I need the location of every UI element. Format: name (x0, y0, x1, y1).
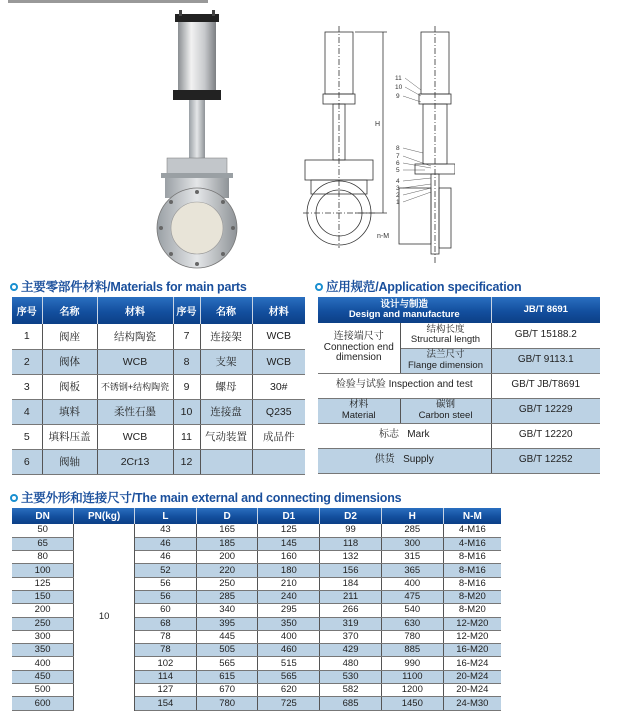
structural-length-label: 结构长度 Structural length (400, 323, 491, 348)
mark-standard: GB/T 12220 (491, 423, 600, 448)
cell-l: 46 (135, 537, 197, 550)
carbon-steel-label: 碳钢 Carbon steel (400, 398, 491, 423)
svg-text:n-M: n-M (377, 233, 390, 240)
cell-d1: 160 (258, 551, 320, 564)
design-standard: JB/T 8691 (491, 297, 600, 323)
svg-text:3: 3 (396, 185, 400, 192)
cell-d: 250 (196, 577, 258, 590)
materials-table (12, 297, 305, 475)
cell: 填料 (42, 399, 97, 424)
cell-l: 43 (135, 524, 197, 537)
inspection-label: 检验与试验 Inspection and test (318, 373, 491, 398)
cell-h: 400 (381, 577, 443, 590)
cell: 阀座 (42, 324, 97, 349)
cell-h: 300 (381, 537, 443, 550)
cell-h: 285 (381, 524, 443, 537)
cell-d: 340 (196, 604, 258, 617)
cell-nm: 8-M16 (443, 564, 501, 577)
bullet-circle-icon (10, 283, 18, 291)
table-row (12, 349, 305, 374)
cell-dn: 50 (12, 524, 74, 537)
application-spec-table (318, 297, 600, 474)
cell-d: 670 (196, 684, 258, 697)
cell-dn: 300 (12, 630, 74, 643)
cell-dn: 80 (12, 551, 74, 564)
cell: WCB (97, 424, 173, 449)
cell-d2: 480 (320, 657, 382, 670)
cell: 2Cr13 (97, 449, 173, 474)
cell: 填料压盖 (42, 424, 97, 449)
cell-nm: 16-M24 (443, 657, 501, 670)
cell-d1: 565 (258, 670, 320, 683)
material-standard: GB/T 12229 (491, 398, 600, 423)
cell-h: 315 (381, 551, 443, 564)
svg-text:1: 1 (396, 199, 400, 206)
cell-dn: 600 (12, 697, 74, 710)
table-row (12, 449, 305, 474)
cell-l: 102 (135, 657, 197, 670)
cell-d: 200 (196, 551, 258, 564)
table-row (12, 424, 305, 449)
table-header-row (12, 297, 305, 324)
cell-nm: 12-M20 (443, 630, 501, 643)
column-header-d: D (196, 508, 258, 524)
cell-d2: 582 (320, 684, 382, 697)
cell-l: 78 (135, 644, 197, 657)
cell-h: 630 (381, 617, 443, 630)
cell-dn: 65 (12, 537, 74, 550)
cell: WCB (97, 349, 173, 374)
cell-nm: 24-M30 (443, 697, 501, 710)
cell: 阀轴 (42, 449, 97, 474)
table-row (318, 448, 600, 473)
svg-text:4: 4 (396, 178, 400, 185)
cell-d1: 620 (258, 684, 320, 697)
cell-dn: 100 (12, 564, 74, 577)
table-row (12, 374, 305, 399)
cell: 6 (12, 449, 42, 474)
cell-d2: 319 (320, 617, 382, 630)
cell: 连接盘 (200, 399, 252, 424)
cell-dn: 125 (12, 577, 74, 590)
cell-l: 60 (135, 604, 197, 617)
cell-d1: 295 (258, 604, 320, 617)
cell-d1: 515 (258, 657, 320, 670)
dimensions-table (12, 508, 501, 711)
cell-d: 185 (196, 537, 258, 550)
cell: 螺母 (200, 374, 252, 399)
table-header-row (12, 508, 501, 524)
cell-l: 56 (135, 590, 197, 603)
design-manufacture-header: 设计与制造 Design and manufacture (318, 297, 491, 323)
cell-d: 615 (196, 670, 258, 683)
cell-d2: 156 (320, 564, 382, 577)
cell-h: 540 (381, 604, 443, 617)
cell-nm: 20-M24 (443, 684, 501, 697)
cropped-header-text (8, 0, 208, 3)
cell-h: 365 (381, 564, 443, 577)
application-section-title: 应用规范/Application specification (315, 277, 521, 295)
column-header-h: H (381, 508, 443, 524)
cell: 结构陶瓷 (97, 324, 173, 349)
cell: 阀体 (42, 349, 97, 374)
cell: WCB (252, 324, 305, 349)
cell-nm: 8-M16 (443, 577, 501, 590)
svg-text:6: 6 (396, 160, 400, 167)
flange-dimension-label: 法兰尺寸 Flange dimension (400, 348, 491, 373)
structural-length-standard: GB/T 15188.2 (491, 323, 600, 348)
cell-h: 475 (381, 590, 443, 603)
cell: 30# (252, 374, 305, 399)
cell: 7 (173, 324, 200, 349)
svg-text:7: 7 (396, 153, 400, 160)
bullet-circle-icon (10, 494, 18, 502)
cell: 12 (173, 449, 200, 474)
table-row (318, 423, 600, 448)
cell-l: 68 (135, 617, 197, 630)
cell-d1: 460 (258, 644, 320, 657)
column-header: 序号 (173, 297, 200, 324)
cell-nm: 8-M16 (443, 551, 501, 564)
cell-nm: 20-M24 (443, 670, 501, 683)
cell-d1: 240 (258, 590, 320, 603)
supply-standard: GB/T 12252 (491, 448, 600, 473)
column-header-d2: D2 (320, 508, 382, 524)
cell-d2: 132 (320, 551, 382, 564)
cell: 2 (12, 349, 42, 374)
cell (252, 449, 305, 474)
table-row (12, 399, 305, 424)
mark-label: 标志 Mark (318, 423, 491, 448)
cell-d2: 530 (320, 670, 382, 683)
cell-l: 46 (135, 551, 197, 564)
svg-text:11: 11 (395, 75, 402, 82)
column-header: 名称 (200, 297, 252, 324)
table-row (318, 323, 600, 348)
svg-text:2: 2 (396, 192, 400, 199)
column-header: 材料 (97, 297, 173, 324)
cell-d2: 184 (320, 577, 382, 590)
cell-dn: 200 (12, 604, 74, 617)
cell-d2: 99 (320, 524, 382, 537)
cell: 不锈钢+结构陶瓷 (97, 374, 173, 399)
cell-d2: 118 (320, 537, 382, 550)
cell-dn: 400 (12, 657, 74, 670)
material-label: 材料 Material (318, 398, 400, 423)
svg-text:H: H (375, 121, 381, 128)
cell: Q235 (252, 399, 305, 424)
cell-pn: 10 (74, 524, 135, 710)
cell-h: 1100 (381, 670, 443, 683)
column-header-nm: N-M (443, 508, 501, 524)
svg-text:5: 5 (396, 167, 400, 174)
cell-d: 165 (196, 524, 258, 537)
cell-d2: 211 (320, 590, 382, 603)
table-row (318, 398, 600, 423)
cell-d2: 370 (320, 630, 382, 643)
cell-h: 1450 (381, 697, 443, 710)
cell: 气动装置 (200, 424, 252, 449)
connection-dimension-label: 连接端尺寸 Connection end dimension (318, 323, 400, 373)
cell: 10 (173, 399, 200, 424)
cell-d2: 685 (320, 697, 382, 710)
cell-nm: 8-M20 (443, 590, 501, 603)
cell-d1: 725 (258, 697, 320, 710)
cell-d: 220 (196, 564, 258, 577)
cell (200, 449, 252, 474)
cell-h: 990 (381, 657, 443, 670)
supply-label: 供货 Supply (318, 448, 491, 473)
bullet-circle-icon (315, 283, 323, 291)
column-header: 材料 (252, 297, 305, 324)
cell-h: 780 (381, 630, 443, 643)
column-header-l: L (135, 508, 197, 524)
cell-dn: 150 (12, 590, 74, 603)
cell-dn: 350 (12, 644, 74, 657)
column-header: 名称 (42, 297, 97, 324)
table-row (318, 373, 600, 398)
column-header-d1: D1 (258, 508, 320, 524)
cell-l: 52 (135, 564, 197, 577)
cell: 连接架 (200, 324, 252, 349)
cell-d: 565 (196, 657, 258, 670)
cell-dn: 500 (12, 684, 74, 697)
table-row (12, 324, 305, 349)
cell-d2: 429 (320, 644, 382, 657)
inspection-standard: GB/T JB/T8691 (491, 373, 600, 398)
cell: 11 (173, 424, 200, 449)
cell-d1: 145 (258, 537, 320, 550)
cell: 柔性石墨 (97, 399, 173, 424)
materials-section-title: 主要零部件材料/Materials for main parts (10, 277, 247, 295)
cell: 1 (12, 324, 42, 349)
column-header: 序号 (12, 297, 42, 324)
cell: 9 (173, 374, 200, 399)
flange-dimension-standard: GB/T 9113.1 (491, 348, 600, 373)
cell-d1: 180 (258, 564, 320, 577)
cell-nm: 4-M16 (443, 537, 501, 550)
cell-d2: 266 (320, 604, 382, 617)
dimensions-section-title: 主要外形和连接尺寸/The main external and connecting dimensions (10, 488, 401, 506)
cell-l: 154 (135, 697, 197, 710)
cell-dn: 450 (12, 670, 74, 683)
svg-text:10: 10 (395, 84, 403, 91)
cell-d: 780 (196, 697, 258, 710)
cell-l: 78 (135, 630, 197, 643)
cell-h: 1200 (381, 684, 443, 697)
cell: WCB (252, 349, 305, 374)
cell-d1: 125 (258, 524, 320, 537)
cell: 阀板 (42, 374, 97, 399)
cell-d: 505 (196, 644, 258, 657)
column-header-dn: DN (12, 508, 74, 524)
cell-d: 395 (196, 617, 258, 630)
cell: 5 (12, 424, 42, 449)
table-header-row (318, 297, 600, 323)
cell-d1: 210 (258, 577, 320, 590)
cell: 支架 (200, 349, 252, 374)
cell: 8 (173, 349, 200, 374)
cell-nm: 12-M20 (443, 617, 501, 630)
cell-nm: 16-M20 (443, 644, 501, 657)
cell-l: 127 (135, 684, 197, 697)
cell-nm: 8-M20 (443, 604, 501, 617)
cell-d: 445 (196, 630, 258, 643)
cell-l: 114 (135, 670, 197, 683)
cell-l: 56 (135, 577, 197, 590)
cell-dn: 250 (12, 617, 74, 630)
cell: 成品件 (252, 424, 305, 449)
cell-nm: 4-M16 (443, 524, 501, 537)
cell-d1: 400 (258, 630, 320, 643)
cell-d: 285 (196, 590, 258, 603)
cell: 4 (12, 399, 42, 424)
cell-d1: 350 (258, 617, 320, 630)
valve-technical-drawing (295, 18, 455, 268)
svg-text:9: 9 (396, 93, 400, 100)
valve-photo (145, 8, 240, 270)
cell: 3 (12, 374, 42, 399)
cell-h: 885 (381, 644, 443, 657)
svg-text:8: 8 (396, 145, 400, 152)
table-row (12, 524, 501, 537)
column-header-pn: PN(kg) (74, 508, 135, 524)
